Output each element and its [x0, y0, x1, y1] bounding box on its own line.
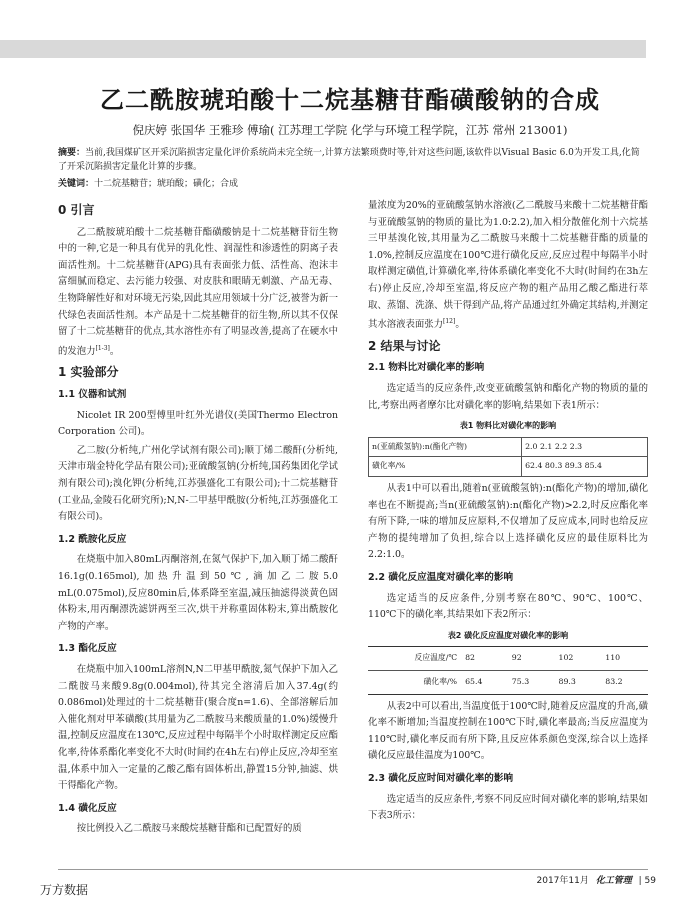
subsection-heading: 1.4 磺化反应	[58, 802, 117, 814]
table-cell: 反应温度/℃	[368, 647, 461, 671]
keywords-text: 十二烷基糖苷；琥珀酸；磺化；合成	[94, 179, 239, 189]
table-cell: 92	[508, 647, 555, 671]
section-heading: 1 实验部分	[58, 365, 119, 380]
paragraph: 选定适当的反应条件,改变亚硫酸氢钠和酯化产物的物质的量的比,考察出两者摩尔比对磺化率的影响,结果如下表1所示：	[368, 383, 648, 411]
subsection-heading: 1.1 仪器和试剂	[58, 389, 127, 401]
subsection-heading: 1.3 酯化反应	[58, 643, 117, 655]
table-cell: 110	[601, 647, 648, 671]
paragraph: 选定适当的反应条件,分别考察在80℃、90℃、100℃、110℃下的磺化率,其结果如下表2所示：	[368, 592, 648, 621]
paragraph: 乙二胺(分析纯,广州化学试剂有限公司);顺丁烯二酸酐(分析纯,天津市瑞金特化学品有限公司);亚硫酸氢钠(分析纯,国药集团化学试剂有限公司);溴化钾(分析纯,江苏强盛化工有限公司);十二烷基糖苷(工业品,金陵石化研究所);N,N-二甲基甲酰胺(分析纯,江苏强盛化工有限公司)。	[58, 444, 338, 523]
table-caption: 表1 物料比对磺化率的影响	[459, 421, 557, 431]
table-row	[369, 457, 648, 477]
paragraph: 按比例投入乙二酰胺马来酸烷基糖苷酯和已配置好的质	[76, 823, 302, 835]
section-heading: 0 引言	[58, 203, 95, 217]
table-cell: 89.3	[558, 676, 576, 686]
header-bar	[0, 40, 646, 58]
table-row	[368, 670, 648, 694]
paragraph: 从表1中可以看出,随着n(亚硫酸氢钠):n(酯化产物)的增加,磺化率也在不断提高;当n(亚硫酸氢钠):n(酯化产物)>2.2,时反应酯化率有所下降,一味的增加反应原料,不仅增加了反应成本,同时也给反应产物的提纯增加了负担,综合以上选择磺化反应的最佳原料比为2.2:1.0。	[368, 483, 648, 561]
subsection-heading: 2.1 物料比对磺化率的影响	[368, 362, 485, 374]
table-cell: 62.4 80.3 89.3 85.4	[522, 457, 648, 477]
paper-title: 乙二酰胺琥珀酸十二烷基糖苷酯磺酸钠的合成	[100, 86, 600, 114]
table-cell: 102	[555, 647, 602, 671]
abstract-label: 摘要：	[58, 148, 86, 158]
subsection-heading: 2.3 磺化反应时间对磺化率的影响	[368, 772, 514, 784]
page-footer	[537, 873, 657, 886]
table-cell: 65.4	[465, 676, 483, 686]
table-cell: 2.0 2.1 2.2 2.3	[522, 437, 648, 457]
paragraph: 乙二酰胺琥珀酸十二烷基糖苷酯磺酸钠是十二烷基糖苷衍生物中的一种,它是一种具有优异的乳化性、润湿性和渗透性的阴离子表面活性剂。十二烷基糖苷(APG)具有表面张力低、活性高、泡沫丰富细腻而稳定、去污能力较强、对皮肤和眼睛无刺激、产品无毒、生物降解性好和对环境无污染,因此其应用领域十分广泛,被誉为新一代绿色表面活性剂。本产品是十二烷基糖苷的衍生物,所以其不仅保留了十二烷基糖苷的优点,其水溶性亦有了明显改善,提高了在硬水中的发泡力[1-3]。	[58, 226, 338, 357]
paragraph: 在烧瓶中加入100mL溶剂N,N二甲基甲酰胺,氮气保护下加入乙二酰胺马来酸9.8g(0.004mol),待其完全溶清后加入37.4g(约0.086mol)处理过的十二烷基糖苷(聚合度n=1.6)、全部溶解后加入催化剂对甲苯磺酸(其用量为乙二酰胺马来酸质量的1.0%)缓慢升温,控制反应温度在130℃,反应过程中每隔半个小时取样测定反应酯化率,待体系酯化率变化不大时(时间约在4h左右)停止反应,冷却至室温,体系中加入一定量的乙酸乙酯有固体析出,静置15分钟,抽滤、烘干得酯化产物。	[58, 663, 338, 792]
subsection-heading: 1.2 酰胺化反应	[58, 533, 127, 545]
paragraph: 从表2中可以看出,当温度低于100℃时,随着反应温度的升高,磺化率不断增加;当温度控制在100℃下时,磺化率最高;当反应温度为110℃时,磺化率反而有所下降,且反应体系颜色变深,综合以上选择磺化反应最佳温度为100℃。	[368, 700, 648, 762]
watermark: 万方数据	[40, 883, 89, 897]
paragraph: Nicolet IR 200型傅里叶红外光谱仪(美国Thermo Electron Corporation 公司)。	[58, 409, 338, 438]
table-row	[369, 437, 648, 457]
left-column	[58, 198, 338, 840]
page-number: 59	[644, 876, 656, 886]
keywords	[58, 176, 648, 189]
table-cell: 82	[461, 647, 508, 671]
paragraph: 量浓度为20%的亚硫酸氢钠水溶液(乙二酰胺马来酸十二烷基糖苷酯与亚硫酸氢钠的物质的量比为1.0:2.2),加入相分散催化剂十六烷基三甲基溴化铵,其用量为乙二酰胺马来酸十二烷基糖苷酯的质量的1.0%,控制反应温度在100℃进行磺化反应,反应过程中每隔半小时取样测定磺值,计算磺化率,待体系磺化率变化不大时(时间约在3h左右)停止反应,冷却至室温,将反应产物的粗产品用乙酸乙酯进行萃取、蒸馏、洗涤、烘干得到产品,将产品通过红外确定其结构,并测定其水溶液表面张力[12]。	[368, 200, 648, 331]
authors: 倪庆婷 张国华 王雅珍 傅瑜( 江苏理工学院 化学与环境工程学院，江苏 常州 213001)	[132, 123, 568, 137]
citation: [1-3]	[95, 344, 110, 352]
paragraph: 在烧瓶中加入80mL丙酮溶剂,在氮气保护下,加入顺丁烯二酸酐16.1g(0.165mol),加热升温到50℃,滴加乙二胺5.0 mL(0.075mol),反应80min后,体系降至室温,减压抽滤得淡黄色固体粉末,用丙酮漂洗滤饼两至三次,烘干并称重固体粉末,算出酰胺化产物的产率。	[58, 554, 338, 632]
table-cell: 83.2	[605, 676, 623, 686]
table-cell: 75.3	[511, 676, 530, 686]
table-cell: 磺化率/%	[369, 457, 522, 477]
table-1	[368, 437, 648, 477]
paragraph: 选定适当的反应条件,考察不同反应时间对磺化率的影响,结果如下表3所示：	[368, 793, 648, 822]
issue-date: 2017年11月	[536, 876, 589, 886]
table-cell: 磺化率/%	[423, 676, 458, 686]
footer-divider	[58, 869, 648, 870]
section-heading: 2 结果与讨论	[368, 338, 441, 353]
table-row	[368, 647, 648, 671]
journal-name: 化工管理	[595, 876, 632, 886]
subsection-heading: 2.2 磺化反应温度对磺化率的影响	[368, 572, 514, 583]
citation: [12]	[443, 318, 456, 326]
right-column	[368, 198, 648, 827]
table-cell: n(亚硫酸氢钠):n(酯化产物)	[369, 437, 522, 457]
abstract	[58, 146, 648, 174]
table-2	[368, 646, 648, 694]
table-caption: 表2 磺化反应温度对磺化率的影响	[447, 630, 569, 640]
footer-separator: |	[638, 876, 642, 886]
abstract-text: 当前,我国煤矿区开采沉陷损害定量化评价系统尚未完全统一,计算方法繁琐费时等,针对这些问题,该软件以Visual Basic 6.0为开发工具,化简了开采沉陷损害定量化计算的步骤。	[58, 148, 640, 172]
keywords-label: 关键词：	[58, 179, 95, 189]
